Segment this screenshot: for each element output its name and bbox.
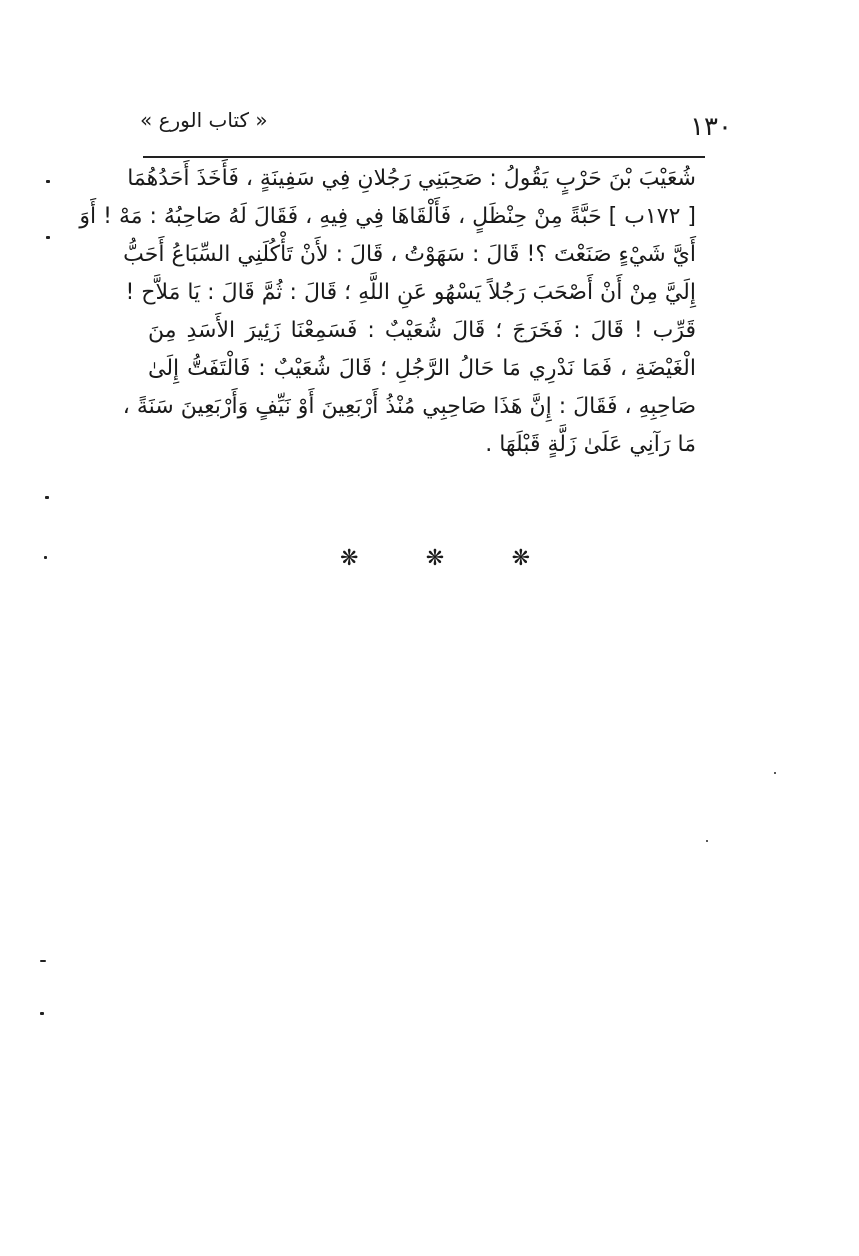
header-rule bbox=[143, 156, 705, 158]
body-line: الْغَيْضَةِ ، فَمَا نَدْرِي مَا حَالُ الرَّجُلِ ؛ قَالَ شُعَيْبٌ : فَالْتَفَتُّ إِلَىٰ bbox=[148, 356, 696, 381]
running-title: « كتاب الورع » bbox=[140, 108, 268, 132]
scan-speck bbox=[46, 180, 50, 183]
body-line: شُعَيْبَ بْنَ حَرْبٍ يَقُولُ : صَحِبَنِي رَجُلانِ فِي سَفِينَةٍ ، فَأَخَذَ أَحَدُهُمَا bbox=[127, 166, 696, 191]
scan-speck bbox=[40, 1012, 44, 1015]
body-text bbox=[79, 160, 696, 464]
separator-star-icon: ❋ bbox=[511, 546, 530, 571]
separator-star-icon: ❋ bbox=[425, 546, 445, 571]
body-line: قَرِّب ! قَالَ : فَخَرَجَ ؛ قَالَ شُعَيْبٌ : فَسَمِعْنَا زَئِيرَ الأَسَدِ مِنَ bbox=[148, 318, 696, 343]
body-line: صَاحِبِهِ ، فَقَالَ : إِنَّ هَذَا صَاحِبِي مُنْذُ أَرْبَعِينَ أَوْ نَيِّفٍ وَأَرْبَعِينَ سَنَةً ، bbox=[122, 394, 696, 419]
scan-speck bbox=[45, 496, 49, 499]
scan-speck bbox=[706, 840, 708, 842]
scan-speck bbox=[44, 556, 47, 559]
body-line: [ ١٧٢ب ] حَبَّةً مِنْ حِنْظَلٍ ، فَأَلْقَاهَا فِي فِيهِ ، فَقَالَ لَهُ صَاحِبُهُ : مَهْ ! أَوَ bbox=[79, 204, 696, 229]
scan-speck bbox=[774, 772, 776, 774]
section-separator bbox=[340, 546, 530, 571]
body-line: إِلَيَّ مِنْ أَنْ أَصْحَبَ رَجُلاً يَسْهُو عَنِ اللَّهِ ؛ قَالَ : ثُمَّ قَالَ : يَا مَلاَّح ! bbox=[125, 280, 696, 305]
page-number: ١٣٠ bbox=[690, 112, 732, 142]
separator-star-icon: ❋ bbox=[340, 546, 359, 571]
body-line: أَيَّ شَيْءٍ صَنَعْتَ ؟! قَالَ : سَهَوْتُ ، قَالَ : لأَنْ تَأْكُلَنِي السِّبَاعُ أَحَبُّ bbox=[123, 242, 696, 267]
scan-speck bbox=[40, 960, 46, 962]
body-line: مَا رَآنِي عَلَىٰ زَلَّةٍ قَبْلَهَا . bbox=[485, 432, 696, 457]
scan-speck bbox=[46, 236, 50, 239]
